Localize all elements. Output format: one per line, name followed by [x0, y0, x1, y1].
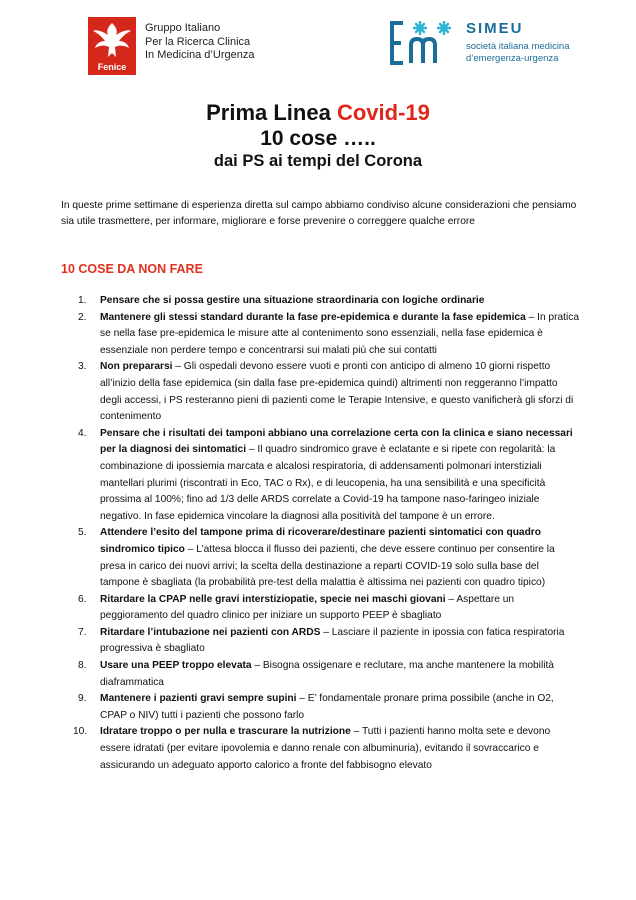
item-bold: Ritardare l’intubazione nei pazienti con ARDS: [100, 626, 321, 638]
item-bold: Attendere l’esito del tampone prima di ricoverare/destinare pazienti sintomatici con quadro sindromico tipico: [100, 527, 541, 555]
intro-paragraph: In queste prime settimane di esperienza diretta sul campo abbiamo condiviso alcune considerazioni che pensiamo sia utile trasmettere, per informare, migliorare e forse prevenire o correggere qualche errore: [61, 200, 577, 227]
item-bold: Usare una PEEP troppo elevata: [100, 660, 252, 672]
title-block: [0, 99, 636, 172]
title-line-2: 10 cose …..: [260, 127, 376, 150]
item-bold: Pensare che i risultati dei tamponi abbiano una correlazione certa con la clinica e siano necessari per la diagnosi dei sintomatici: [100, 427, 573, 456]
item-number: 5.: [78, 527, 87, 539]
list-item: [61, 310, 581, 360]
list-item: [61, 525, 581, 591]
item-text: – Bisogna ossigenare e reclutare, ma anche mantenere la mobilità diaframmatica: [100, 660, 554, 688]
page-title: [0, 99, 636, 126]
title-line-3: dai PS ai tempi del Corona: [213, 152, 423, 170]
item-bold: Pensare che si possa gestire una situazione straordinaria con logiche ordinarie: [100, 295, 485, 306]
list-item: [61, 359, 581, 425]
item-bold: Non prepararsi: [100, 361, 173, 373]
list-item: [61, 293, 581, 310]
section-title: 10 COSE DA NON FARE: [61, 262, 203, 276]
rules-list: [61, 293, 581, 774]
list-item: [61, 691, 581, 724]
title-red-part: Covid-19: [336, 100, 430, 125]
list-item: [61, 625, 581, 658]
list-item: [61, 724, 581, 774]
item-number: 9.: [78, 693, 87, 705]
item-text: – E’ fondamentale pronare prima possibile (anche in O2, CPAP o NIV) tutti i pazienti che possono farlo: [100, 693, 554, 721]
list-item: [61, 592, 581, 625]
fenice-logo-text: Fenice: [97, 62, 127, 72]
item-number: 4.: [78, 427, 87, 439]
item-text: – L’attesa blocca il flusso dei pazienti, che deve essere continuo per consentire la presa in carico dei nuovi arrivi; la scelta della destinazione a reparti COVID-19 solo sulla base del tampone è sbagliata (la probabilità pre-test della malattia è altissima nei pazienti con quadro tipico): [100, 543, 555, 589]
item-text: – Aspettare un peggioramento del quadro clinico per iniziare un supporto PEEP è sbagliato: [100, 593, 515, 622]
item-bold: Idratare troppo o per nulla e trascurare la nutrizione: [100, 726, 351, 738]
item-text: – Gli ospedali devono essere vuoti e pronti con anticipo di almeno 10 giorni rispetto all’inizio della fase epidemica (sin dalla fase pre-epidemica quindi) altrimenti non reggeranno l’impatto degli accessi, i PS resteranno pieni di pazienti come le Terapie Intensive, e questo vanificherà gli sforzi di contenimento: [100, 361, 574, 423]
simeu-subtitle: [466, 41, 570, 64]
item-number: 2.: [78, 311, 87, 323]
simeu-logo-mark: [389, 19, 461, 67]
title-black-part: Prima Linea: [206, 100, 331, 125]
item-number: 7.: [78, 626, 87, 638]
group-line-3: In Medicina d’Urgenza: [145, 49, 255, 61]
item-number: 8.: [78, 660, 87, 672]
phoenix-icon: [88, 17, 136, 63]
item-number: 6.: [78, 593, 87, 605]
item-bold: Mantenere gli stessi standard durante la fase pre-epidemica e durante la fase epidemica: [100, 311, 526, 323]
list-item: [61, 658, 581, 691]
item-text: – In pratica se nella fase pre-epidemica le misure atte al contenimento sono essenziali, nella fase epidemica è essenziale non perdere tempo e concentrarsi sui malati più che sui contatti: [100, 311, 580, 356]
fenice-logo: [88, 17, 136, 75]
item-bold: Mantenere i pazienti gravi sempre supini: [100, 693, 297, 705]
list-item: [61, 426, 581, 526]
item-number: 1.: [78, 295, 87, 306]
item-bold: Ritardare la CPAP nelle gravi interstiziopatie, specie nei maschi giovani: [100, 593, 446, 605]
item-text: – Lasciare il paziente in ipossia con fatica respiratoria progressiva è sbagliato: [100, 626, 565, 655]
group-line-2: Per la Ricerca Clinica: [145, 35, 251, 48]
item-number: 10.: [73, 726, 88, 738]
group-name: [145, 22, 254, 63]
item-number: 3.: [78, 361, 87, 373]
simeu-name: SIMEU: [466, 20, 524, 37]
item-text: – Il quadro sindromico grave è eclatante e si ripete con regolarità: la combinazione di ipossiemia marcata e alcalosi respiratoria, di addensamenti polmonari interstiziali mantellari plurimi (riscontrati in Eco, TAC o Rx), e di leucopenia, ha una sensibilità e una specificità prossima al 100%; fino ad 1/3 delle ARDS correlate a Covid-19 ha tampone naso-faringeo iniziale negativo. In fase epidemica vincolare la diagnosi alla positività del tampone è un errore.: [100, 444, 556, 522]
group-line-1: Gruppo Italiano: [145, 22, 221, 34]
simeu-subtitle-line-1: società italiana medicina: [466, 41, 570, 52]
item-text: – Tutti i pazienti hanno molta sete e devono essere idratati (per evitare ipovolemia e danno renale con albuminuria), evitando il sovraccarico e assicurando un adeguato apporto calorico a fronte del fabbisogno elevato: [100, 726, 551, 771]
simeu-subtitle-line-2: d’emergenza-urgenza: [466, 52, 559, 64]
